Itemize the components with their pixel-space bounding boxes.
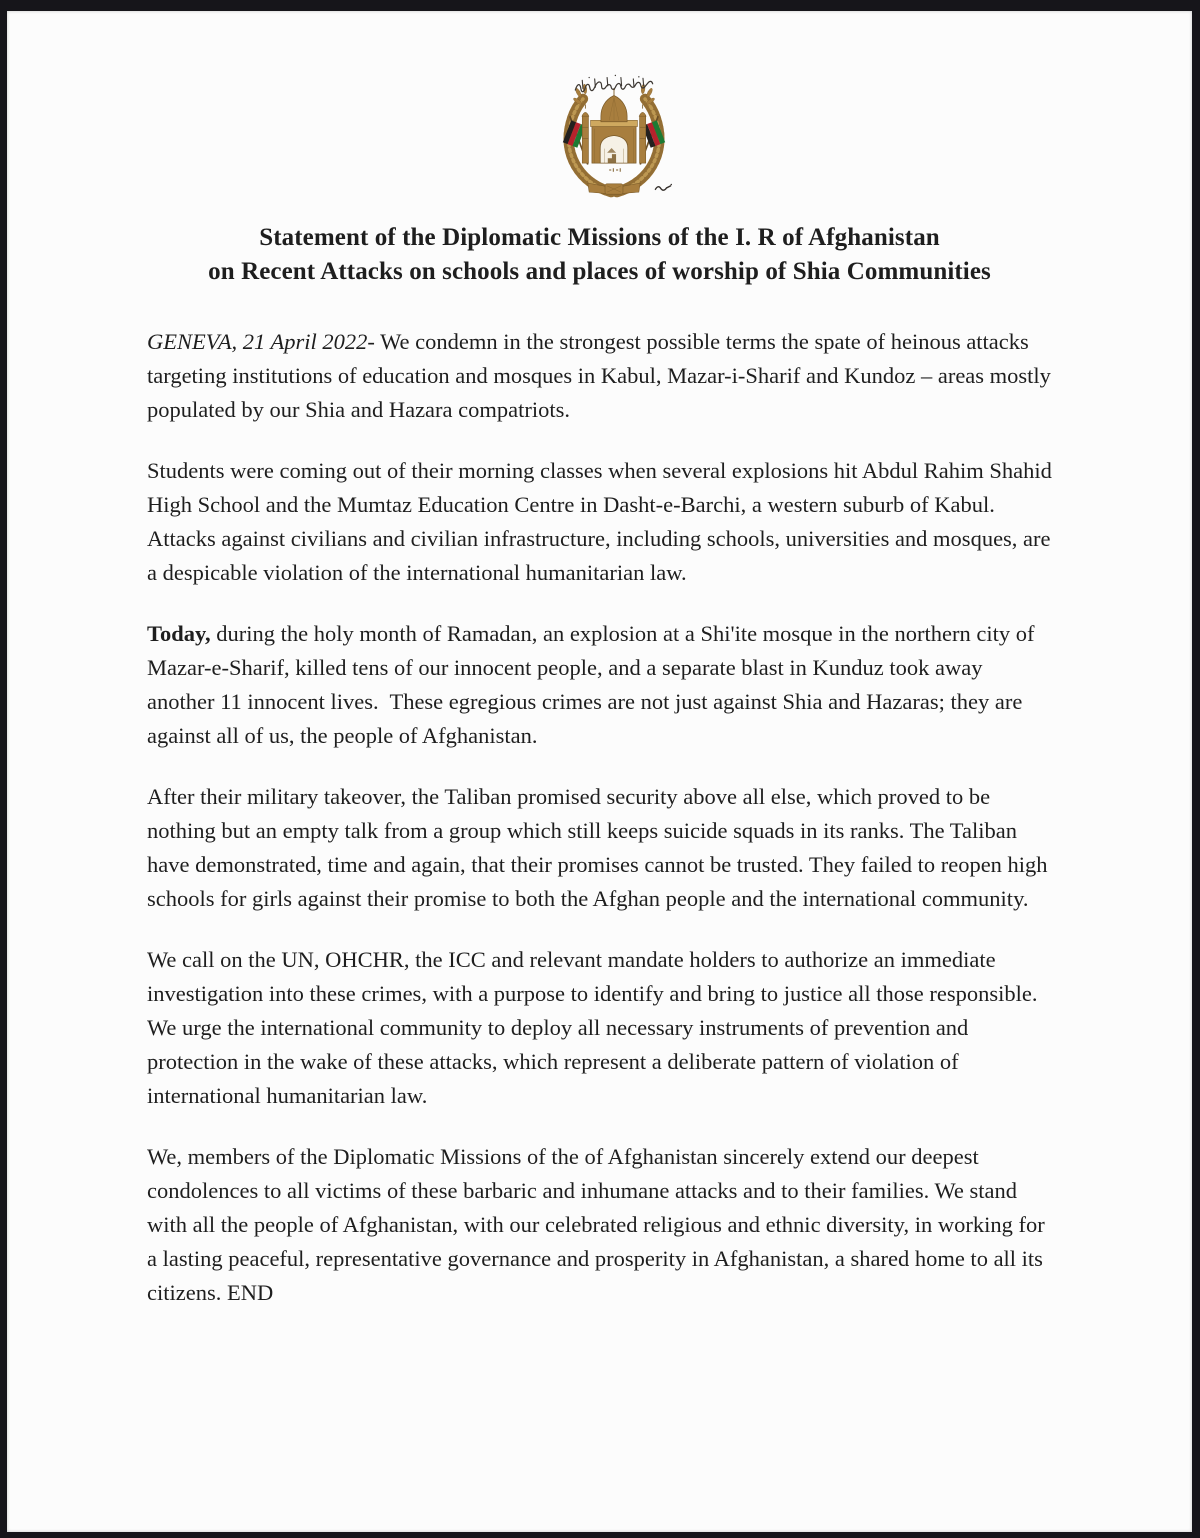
paragraph-today — [147, 617, 1052, 753]
paragraph-text: We, members of the Diplomatic Missions of the of Afghanistan sincerely extend our deepest condolences to all victims of these barbaric and inhumane attacks and to their families. We stand with all the people of Afghanistan, with our celebrated religious and ethnic diversity, in working for a lasting peaceful, representative governance and prosperity in Afghanistan, a shared home to all its citizens. END — [147, 1144, 1051, 1305]
document-body — [147, 325, 1058, 1310]
afghanistan-emblem-icon — [538, 61, 690, 199]
paragraph-dateline — [147, 325, 1057, 427]
paragraph-text: during the holy month of Ramadan, an explosion at a Shi'ite mosque in the northern city of Mazar-e-Sharif, killed tens of our innocent people, and a separate blast in Kunduz took away another 11 innocent lives. These egregious crimes are not just against Shia and Hazaras; they are against all of us, the people of Afghanistan. — [147, 621, 1041, 748]
paragraph-text: We condemn in the strongest possible terms the spate of heinous attacks targeting institutions of education and mosques in Kabul, Mazar-i-Sharif and Kundoz – areas mostly populated by our Shia and Hazara compatriots. — [147, 329, 1057, 422]
dateline-text: GENEVA, 21 April 2022- — [147, 329, 375, 354]
paragraph-taliban — [147, 780, 1052, 916]
paragraph-call-to-un — [147, 943, 1052, 1113]
document-page — [7, 11, 1192, 1532]
mosque-icon — [581, 88, 645, 171]
today-lead: Today, — [147, 621, 211, 646]
shahada-calligraphy-icon — [575, 75, 652, 92]
paragraph-schools-attack — [147, 454, 1058, 590]
document-title — [7, 221, 1192, 289]
signature-mark-icon — [655, 184, 672, 190]
ribbon-icon — [587, 183, 639, 194]
title-line-1: Statement of the Diplomatic Missions of the I. R of Afghanistan — [259, 224, 940, 251]
emblem — [21, 61, 1200, 199]
paragraph-text: Students were coming out of their morning classes when several explosions hit Abdul Rahim Shahid High School and the Mumtaz Education Centre in Dasht-e-Barchi, a western suburb of Kabul. Attacks against civilians and civilian infrastructure, including schools, universities and mosques, are a despicable violation of the international humanitarian law. — [147, 458, 1058, 585]
paragraph-text: We call on the UN, OHCHR, the ICC and relevant mandate holders to authorize an immediate investigation into these crimes, with a purpose to identify and bring to justice all those responsible. We urge the international community to deploy all necessary instruments of prevention and protection in the wake of these attacks, which represent a deliberate pattern of violation of international humanitarian law. — [147, 947, 1043, 1108]
paragraph-condolences — [147, 1140, 1052, 1310]
paragraph-text: After their military takeover, the Taliban promised security above all else, which proved to be nothing but an empty talk from a group which still keeps suicide squads in its ranks. The Taliban have demonstrated, time and again, that their promises cannot be trusted. They failed to reopen high schools for girls against their promise to both the Afghan people and the international community. — [147, 784, 1054, 911]
title-line-2: on Recent Attacks on schools and places of worship of Shia Communities — [208, 258, 991, 285]
